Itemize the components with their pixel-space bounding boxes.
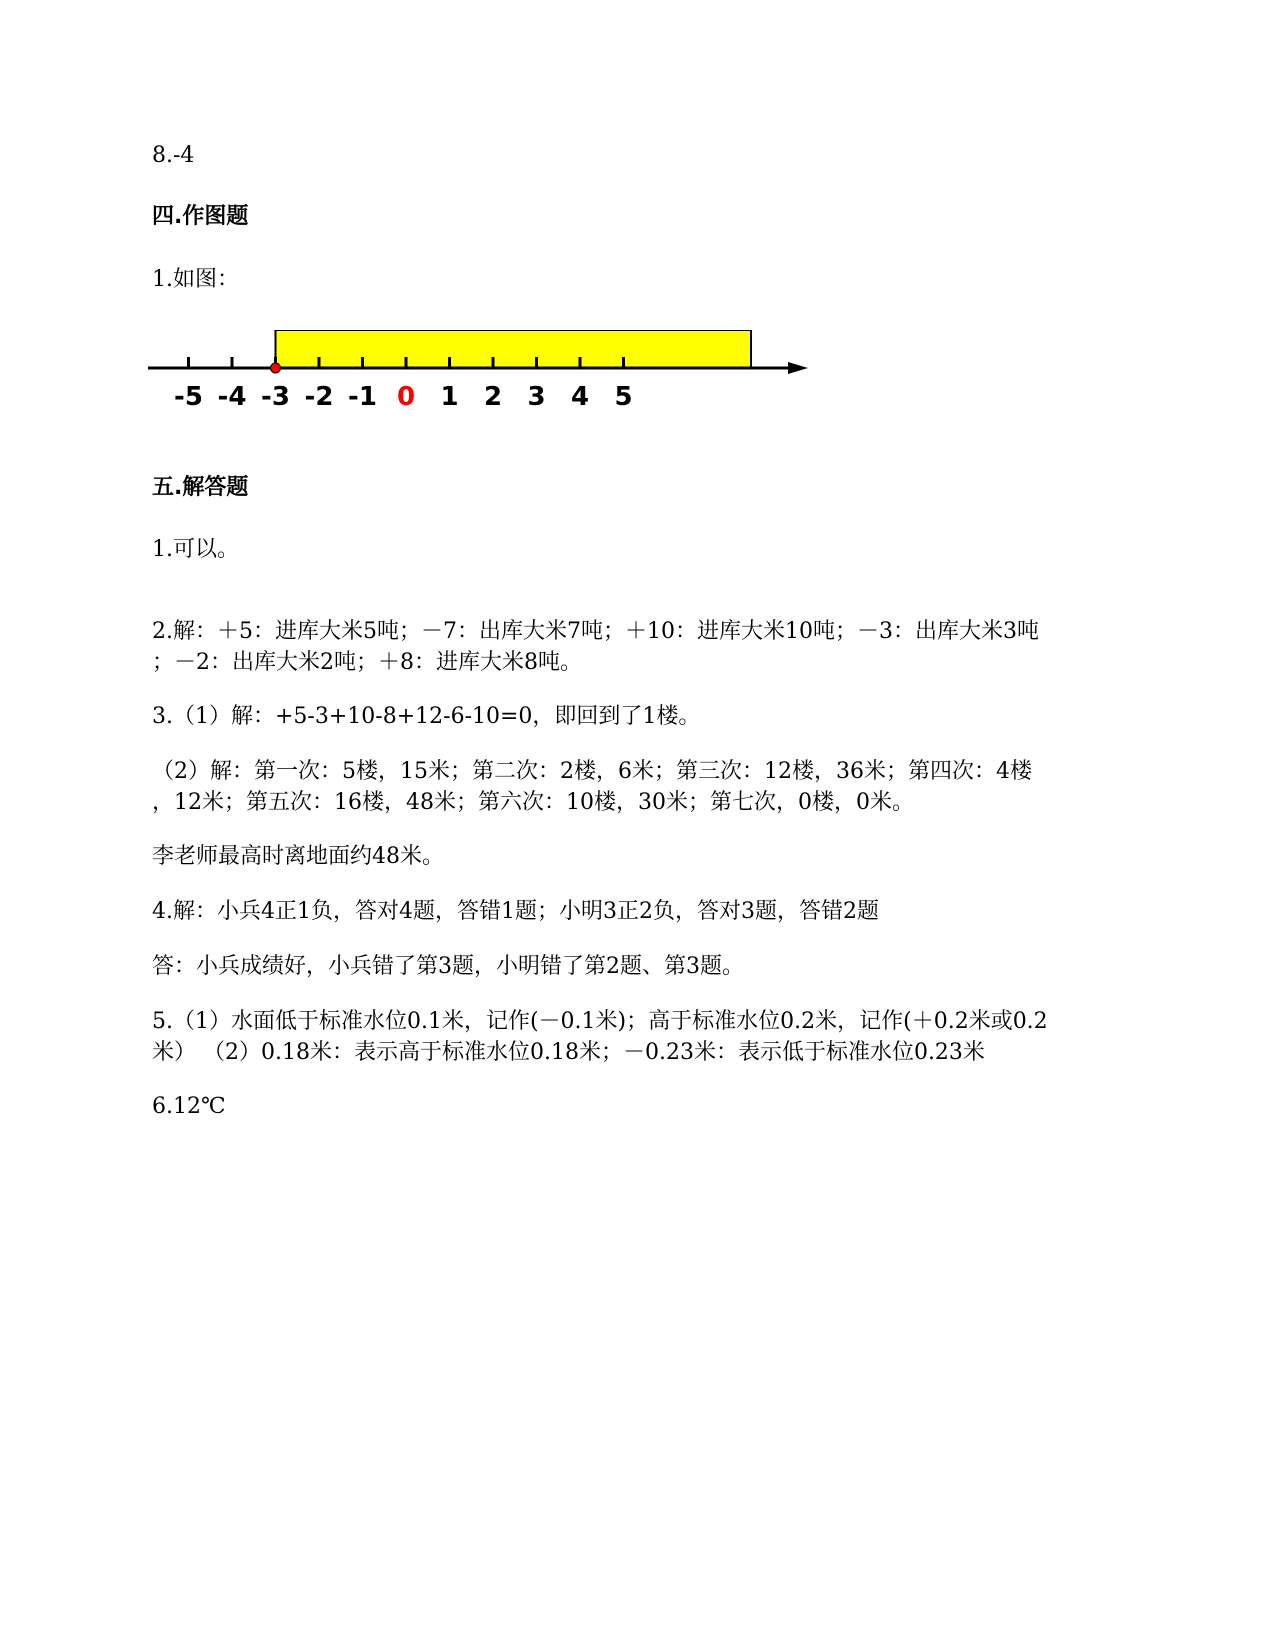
tick-label--2: -2 <box>304 382 334 412</box>
tick-label--1: -1 <box>348 382 377 412</box>
tick-label--5: -5 <box>174 382 203 412</box>
tick-label--3: -3 <box>261 382 290 412</box>
answer-2-line-2: ；－2：出库大米2吨；＋8：进库大米8吨。 <box>152 650 582 675</box>
answer-5-line-1: 5.（1）水面低于标准水位0.1米，记作(－0.1米)；高于标准水位0.2米，记作(＋0.2米或0.2 <box>152 1009 1048 1034</box>
answer-3-conclusion: 李老师最高时离地面约48米。 <box>152 844 444 869</box>
tick-label-4: 4 <box>570 382 590 412</box>
tick-label-5: 5 <box>614 382 633 412</box>
answer-4-line-1: 4.解：小兵4正1负，答对4题，答错1题；小明3正2负，答对3题，答错2题 <box>152 899 879 924</box>
tick-label-0: 0 <box>396 382 416 412</box>
answer-6: 6.12℃ <box>152 1094 226 1119</box>
answer-4-line-2: 答：小兵成绩好，小兵错了第3题，小明错了第2题、第3题。 <box>152 954 744 979</box>
section-5-heading: 五.解答题 <box>152 475 249 500</box>
tick-label-3: 3 <box>527 382 546 412</box>
axis-arrow-icon <box>788 362 808 374</box>
answer-3-part-1: 3.（1）解：+5-3+10-8+12-6-10=0，即回到了1楼。 <box>152 704 701 729</box>
start-point-dot <box>271 363 281 373</box>
tick-label-1: 1 <box>440 382 459 412</box>
tick-label--4: -4 <box>217 382 247 412</box>
answer-1: 1.可以。 <box>152 537 239 562</box>
q1-label: 1.如图： <box>152 267 239 292</box>
section-4-heading: 四.作图题 <box>152 204 249 229</box>
answer-3-part-2-line-2: ，12米；第五次：16楼，48米；第六次：10楼，30米；第七次，0楼，0米。 <box>152 790 914 815</box>
tick-labels <box>174 382 632 412</box>
answer-5-line-2: 米） （2）0.18米：表示高于标准水位0.18米；－0.23米：表示低于标准水位0.23米 <box>152 1040 985 1065</box>
tick-label-2: 2 <box>483 382 503 412</box>
highlight-region <box>276 330 752 368</box>
number-line-figure <box>148 330 818 420</box>
highlight-rect <box>276 330 752 368</box>
answer-8: 8.-4 <box>152 143 195 168</box>
answer-3-part-2-line-1: （2）解：第一次：5楼，15米；第二次：2楼，6米；第三次：12楼，36米；第四次：4楼 <box>152 759 1032 784</box>
start-point <box>271 363 281 373</box>
answer-2-line-1: 2.解：＋5：进库大米5吨；－7：出库大米7吨；＋10：进库大米10吨；－3：出库大米3吨 <box>152 619 1039 644</box>
